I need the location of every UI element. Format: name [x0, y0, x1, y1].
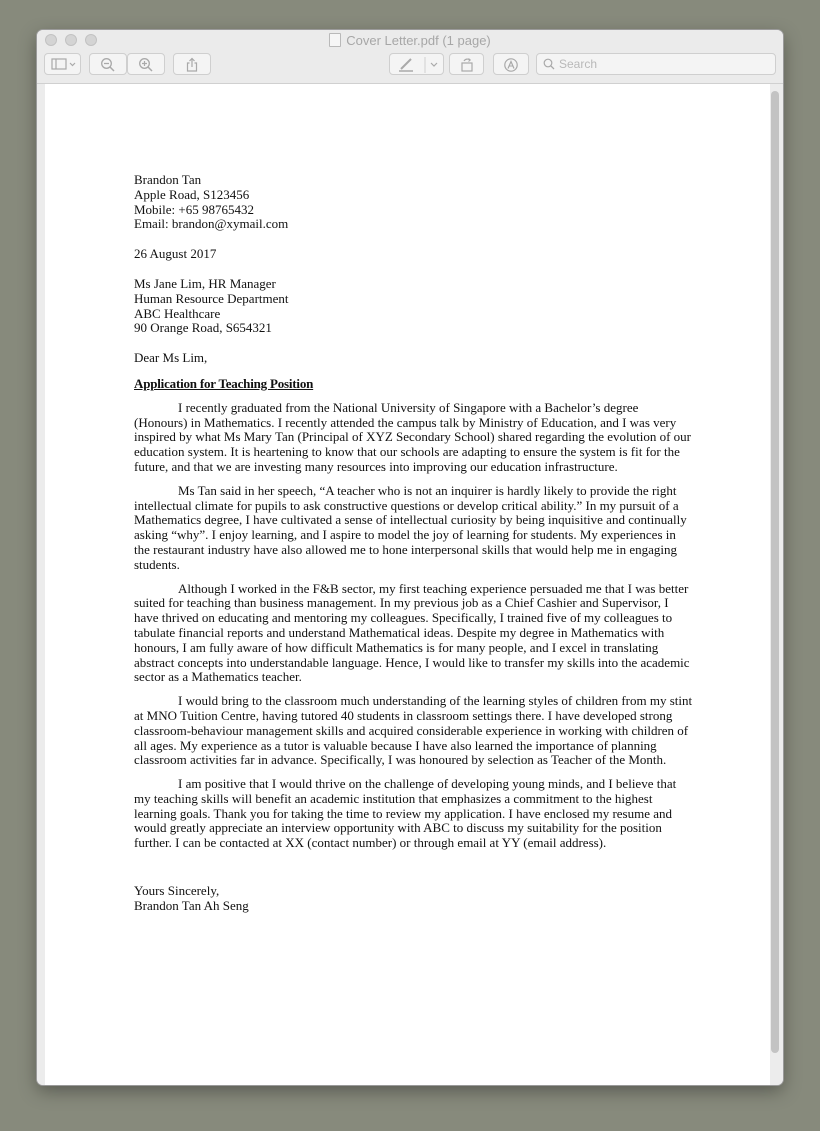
- window-title-text: Cover Letter.pdf (1 page): [346, 33, 491, 48]
- markup-icon: [503, 57, 519, 73]
- zoom-out-icon: [100, 57, 116, 73]
- closing: Yours Sincerely,: [134, 883, 220, 899]
- letter-subject: Application for Teaching Position: [134, 375, 314, 391]
- pen-icon: [392, 57, 442, 73]
- recipient-block: [134, 277, 694, 336]
- recipient-name: Ms Jane Lim, HR Manager: [134, 275, 276, 291]
- body-paragraph: I would bring to the classroom much understanding of the learning styles of children from my stint at MNO Tuition Centre, having tutored 40 students in classroom settings there. I have developed strong classroom-behaviour management skills and acquired considerable experience in working with children of all ages. My experience as a tutor is valuable because I have also learned the importance of planning classroom activities far in advance. Specifically, I was honoured by selection as Teacher of the Month.: [134, 693, 693, 768]
- share-button[interactable]: [173, 53, 211, 75]
- rotate-button[interactable]: [449, 53, 484, 75]
- sender-block: [134, 173, 694, 232]
- share-icon: [184, 57, 200, 73]
- document-viewer[interactable]: [37, 84, 783, 1085]
- body-paragraph: Although I worked in the F&B sector, my first teaching experience persuaded me that I was better suited for teaching than business management. In my previous job as a Chief Cashier and Supervisor, I have thrived on educating and mentoring my colleagues. Specifically, I trained five of my colleagues to tabulate financial reports and understand Mathematical ideas. Despite my degree in Mathematics with honours, I am fully aware of how difficult Mathematics is for many people, and I excel in translating abstract concepts into understandable language. Hence, I would like to transfer my skills into the academic sector as a Mathematics teacher.: [134, 580, 690, 685]
- sender-address: Apple Road, S123456: [134, 186, 250, 202]
- search-input[interactable]: [559, 55, 759, 73]
- sidebar-toggle-button[interactable]: [44, 53, 81, 75]
- sender-email: Email: brandon@xymail.com: [134, 216, 289, 232]
- markup-toolbar-button[interactable]: [493, 53, 529, 75]
- pdf-document-icon: [329, 33, 341, 47]
- letter-date: 26 August 2017: [134, 246, 217, 262]
- search-icon: [543, 58, 555, 70]
- window-title: [37, 32, 783, 50]
- sender-mobile: Mobile: +65 98765432: [134, 201, 254, 217]
- pdf-page: [45, 84, 770, 1085]
- body-paragraph: I recently graduated from the National University of Singapore with a Bachelor’s degree (Honours) in Mathematics. I recently attended the campus talk by Ministry of Education, and I was very inspired by what Ms Mary Tan (Principal of XYZ Secondary School) shared regarding the evolution of our education system. It is heartening to know that our schools are adapting to ensure the system is fit for the future, and that we are investing many resources into improving our education infrastructure.: [134, 399, 692, 474]
- zoom-out-button[interactable]: [89, 53, 127, 75]
- search-field[interactable]: [536, 53, 776, 75]
- recipient-company: ABC Healthcare: [134, 305, 221, 321]
- title-bar: [37, 30, 783, 84]
- recipient-address: 90 Orange Road, S654321: [134, 320, 272, 336]
- body-paragraph: Ms Tan said in her speech, “A teacher who is not an inquirer is hardly likely to provide the right intellectual climate for pupils to ask constructive questions or develop critical ability.” In my pursuit of a Mathematics degree, I have cultivated a sense of intellectual curiosity by being inquisitive and continually asking “why”. I enjoy learning, and I aspire to model the joy of learning for students. My experiences in the restaurant industry have also allowed me to hone interpersonal skills that would help me in engaging students.: [134, 482, 687, 572]
- recipient-department: Human Resource Department: [134, 290, 289, 306]
- signature-name: Brandon Tan Ah Seng: [134, 897, 249, 913]
- cover-letter: [134, 173, 694, 914]
- preview-window: [37, 30, 783, 1085]
- sender-name: Brandon Tan: [134, 172, 202, 187]
- body-paragraph: I am positive that I would thrive on the challenge of developing young minds, and I believe that my teaching skills will benefit an academic institution that emphasizes a commitment to the highest learning goals. Thank you for taking the time to review my application. I have enclosed my resume and would greatly appreciate an interview opportunity with ABC to discuss my suitability for the position further. I can be contacted at XX (contact number) or through email at YY (email address).: [134, 776, 677, 851]
- zoom-in-button[interactable]: [127, 53, 165, 75]
- salutation: Dear Ms Lim,: [134, 350, 208, 366]
- vertical-scrollbar[interactable]: [771, 91, 779, 1053]
- zoom-in-icon: [138, 57, 154, 73]
- markup-pen-button[interactable]: [389, 53, 444, 75]
- rotate-icon: [459, 57, 475, 73]
- sidebar-icon: [48, 57, 78, 71]
